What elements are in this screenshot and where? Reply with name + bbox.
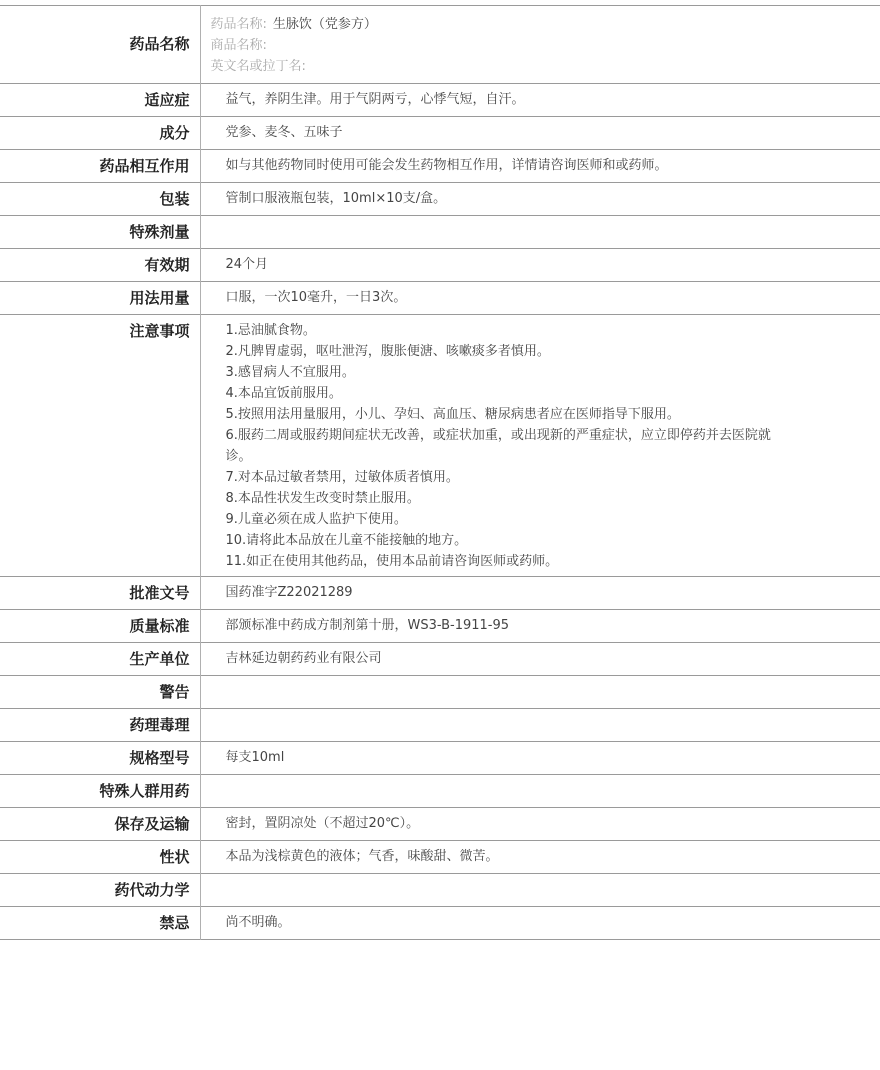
value-special-dose bbox=[200, 216, 880, 249]
value-pharmacology bbox=[200, 709, 880, 742]
value-storage: 密封，置阴凉处（不超过20℃）。 bbox=[225, 816, 420, 831]
note-item: 11.如正在使用其他药品，使用本品前请咨询医师或药师。 bbox=[225, 554, 559, 569]
label-manufacturer: 生产单位 bbox=[0, 643, 200, 676]
label-interactions: 药品相互作用 bbox=[0, 150, 200, 183]
label-special-dose: 特殊剂量 bbox=[0, 216, 200, 249]
row-special-dose bbox=[0, 216, 880, 249]
row-drug-name bbox=[0, 6, 880, 84]
label-approval: 批准文号 bbox=[0, 577, 200, 610]
row-warning bbox=[0, 676, 880, 709]
drug-name-value: 生脉饮（党参方） bbox=[272, 17, 377, 32]
row-spec bbox=[0, 742, 880, 775]
label-indications: 适应症 bbox=[0, 84, 200, 117]
row-indications bbox=[0, 84, 880, 117]
trade-name-line bbox=[211, 35, 880, 56]
label-ingredients: 成分 bbox=[0, 117, 200, 150]
row-notes bbox=[0, 315, 880, 577]
row-packaging bbox=[0, 183, 880, 216]
value-indications: 益气，养阴生津。用于气阴两亏，心悸气短，自汗。 bbox=[225, 92, 525, 107]
value-packaging: 管制口服液瓶包装，10ml×10支/盒。 bbox=[225, 191, 447, 206]
row-approval bbox=[0, 577, 880, 610]
label-warning: 警告 bbox=[0, 676, 200, 709]
note-item: 9.儿童必须在成人监护下使用。 bbox=[225, 512, 407, 527]
row-manufacturer bbox=[0, 643, 880, 676]
value-validity: 24个月 bbox=[225, 257, 269, 272]
label-pharmacokinetics: 药代动力学 bbox=[0, 874, 200, 907]
value-special-population bbox=[200, 775, 880, 808]
label-usage: 用法用量 bbox=[0, 282, 200, 315]
row-interactions bbox=[0, 150, 880, 183]
note-item: 10.请将此本品放在儿童不能接触的地方。 bbox=[225, 533, 468, 548]
row-ingredients bbox=[0, 117, 880, 150]
note-item: 8.本品性状发生改变时禁止服用。 bbox=[225, 491, 420, 506]
note-item: 5.按照用法用量服用，小儿、孕妇、高血压、糖尿病患者应在医师指导下服用。 bbox=[225, 407, 680, 422]
label-appearance: 性状 bbox=[0, 841, 200, 874]
value-approval: 国药准字Z22021289 bbox=[225, 585, 353, 600]
value-usage: 口服，一次10毫升，一日3次。 bbox=[225, 290, 407, 305]
note-item: 1.忌油腻食物。 bbox=[225, 323, 316, 338]
value-warning bbox=[200, 676, 880, 709]
row-storage bbox=[0, 808, 880, 841]
value-standard: 部颁标准中药成方制剂第十册，WS3-B-1911-95 bbox=[225, 618, 510, 633]
row-usage bbox=[0, 282, 880, 315]
note-item: 7.对本品过敏者禁用，过敏体质者慎用。 bbox=[225, 470, 459, 485]
label-storage: 保存及运输 bbox=[0, 808, 200, 841]
trade-name-key: 商品名称: bbox=[210, 38, 267, 53]
note-item: 4.本品宜饭前服用。 bbox=[225, 386, 342, 401]
label-contraindications: 禁忌 bbox=[0, 907, 200, 940]
note-item: 3.感冒病人不宜服用。 bbox=[225, 365, 355, 380]
note-item: 6.服药二周或服药期间症状无改善，或症状加重，或出现新的严重症状，应立即停药并去医院就诊。 bbox=[225, 428, 771, 464]
value-drug-name-block bbox=[200, 6, 880, 84]
row-validity bbox=[0, 249, 880, 282]
note-item: 2.凡脾胃虚弱，呕吐泄泻，腹胀便溏、咳嗽痰多者慎用。 bbox=[225, 344, 550, 359]
value-spec: 每支10ml bbox=[225, 750, 285, 765]
row-pharmacology bbox=[0, 709, 880, 742]
label-drug-name: 药品名称 bbox=[0, 6, 200, 84]
english-name-line bbox=[211, 56, 880, 77]
label-packaging: 包装 bbox=[0, 183, 200, 216]
value-notes bbox=[200, 315, 880, 577]
row-special-population bbox=[0, 775, 880, 808]
label-pharmacology: 药理毒理 bbox=[0, 709, 200, 742]
row-contraindications bbox=[0, 907, 880, 940]
english-name-key: 英文名或拉丁名: bbox=[210, 59, 306, 74]
value-contraindications: 尚不明确。 bbox=[225, 915, 291, 930]
row-standard bbox=[0, 610, 880, 643]
label-spec: 规格型号 bbox=[0, 742, 200, 775]
value-interactions: 如与其他药物同时使用可能会发生药物相互作用，详情请咨询医师和或药师。 bbox=[225, 158, 668, 173]
row-pharmacokinetics bbox=[0, 874, 880, 907]
value-manufacturer: 吉林延边朝药药业有限公司 bbox=[225, 651, 382, 666]
label-notes: 注意事项 bbox=[0, 315, 200, 577]
label-standard: 质量标准 bbox=[0, 610, 200, 643]
label-special-population: 特殊人群用药 bbox=[0, 775, 200, 808]
drug-name-line bbox=[211, 14, 880, 35]
value-ingredients: 党参、麦冬、五味子 bbox=[225, 125, 343, 140]
drug-name-key: 药品名称: bbox=[210, 17, 267, 32]
label-validity: 有效期 bbox=[0, 249, 200, 282]
value-appearance: 本品为浅棕黄色的液体；气香，味酸甜、微苦。 bbox=[225, 849, 499, 864]
drug-spec-table bbox=[0, 5, 880, 940]
row-appearance bbox=[0, 841, 880, 874]
value-pharmacokinetics bbox=[200, 874, 880, 907]
